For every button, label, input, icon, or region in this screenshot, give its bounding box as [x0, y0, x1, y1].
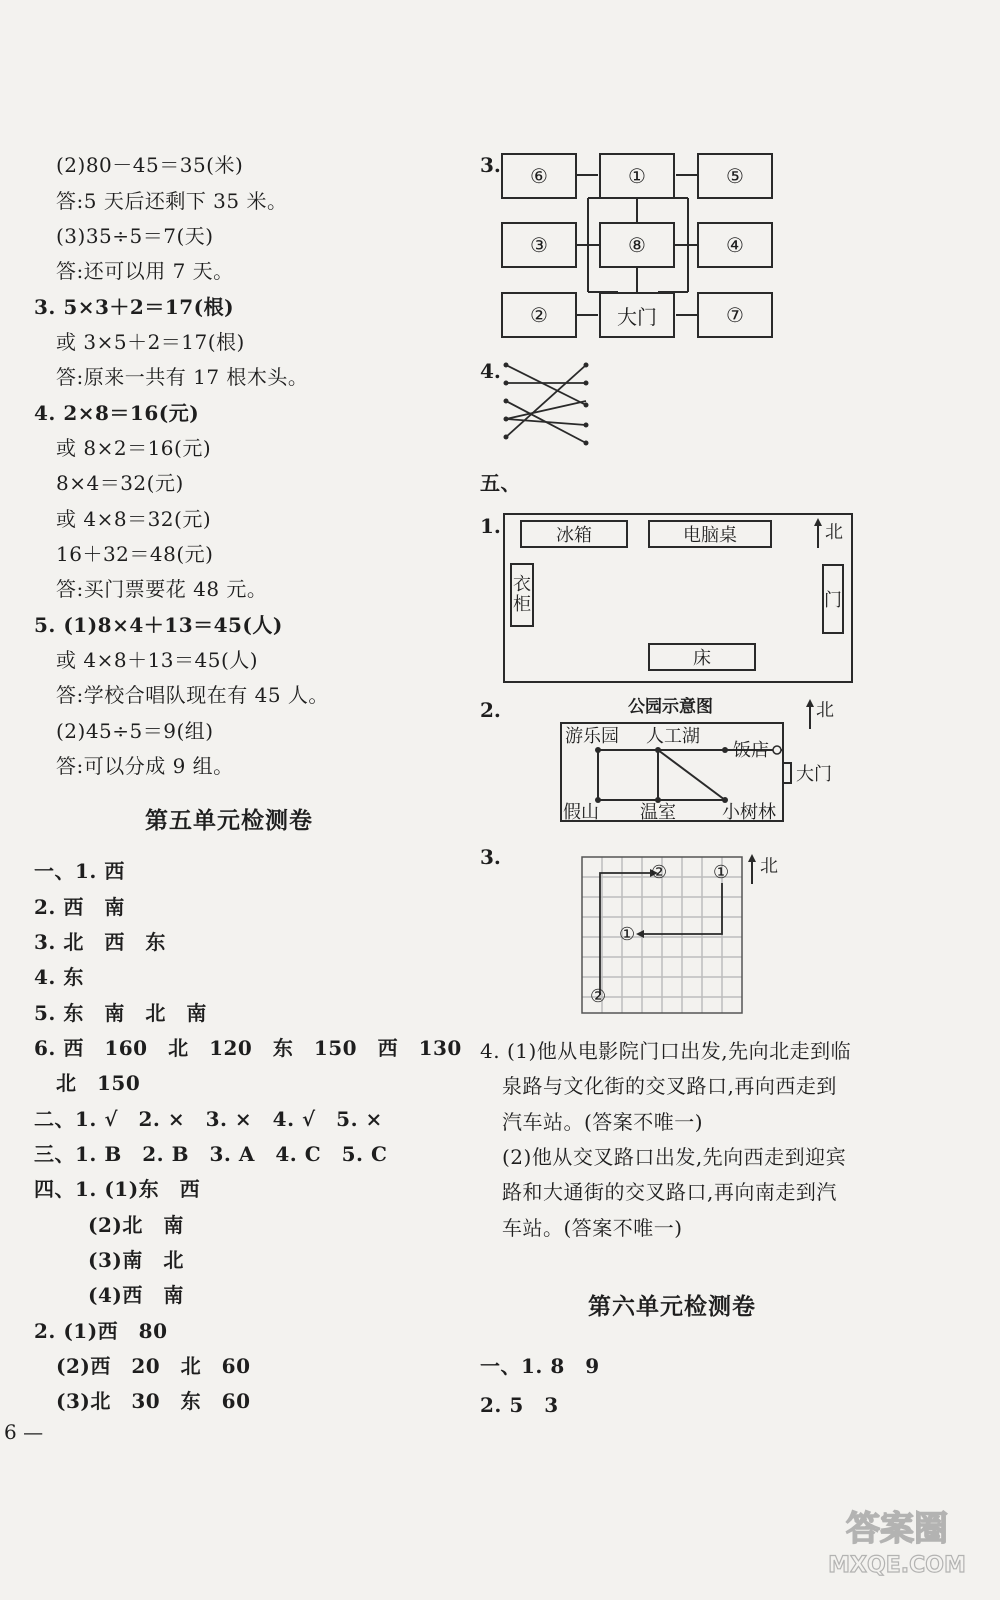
answer-line: 8×4＝32(元) — [56, 471, 184, 495]
unit5-title: 第五单元检测卷 — [145, 807, 313, 834]
answer-line: 4. 2×8＝16(元) — [34, 401, 200, 425]
answer-line: 5. 东 南 北 南 — [34, 1001, 207, 1025]
answer-line: 答:学校合唱队现在有 45 人。 — [56, 683, 329, 707]
north-arrow-icon — [812, 518, 824, 550]
answer-line: (4)西 南 — [88, 1283, 184, 1307]
answer-line: 3. 北 西 东 — [34, 930, 166, 954]
q4-matching-lines — [498, 355, 598, 455]
answer-line: (3)北 30 东 60 — [56, 1389, 251, 1413]
layout-box: ③ — [501, 222, 577, 268]
answer-line: 二、1. √ 2. × 3. × 4. √ 5. × — [34, 1107, 383, 1131]
answer-line: 16＋32＝48(元) — [56, 542, 214, 566]
answer-line: 北 150 — [56, 1071, 141, 1095]
question-number: 3. — [480, 153, 501, 177]
answer-line: 2. (1)西 80 — [34, 1319, 168, 1343]
answer-line: 一、1. 西 — [34, 859, 125, 883]
grid-marker: ① — [713, 862, 730, 883]
answer-line: 2. 西 南 — [34, 895, 125, 919]
answer-line: 四、1. (1)东 西 — [34, 1177, 201, 1201]
watermark-logo — [822, 1500, 972, 1580]
layout-box: ⑧ — [599, 222, 675, 268]
answer-line: 6. 西 160 北 120 东 150 西 130 — [34, 1036, 462, 1060]
answer-line: (3)35÷5＝7(天) — [56, 224, 214, 248]
answer-line: 汽车站。(答案不唯一) — [502, 1110, 704, 1134]
rockery-label: 假山 — [563, 802, 599, 823]
answer-line: (2)他从交叉路口出发,先向西走到迎宾 — [502, 1145, 847, 1169]
question-number: 2. — [480, 698, 501, 722]
layout-box: ① — [599, 153, 675, 199]
answer-line: (2)45÷5＝9(组) — [56, 719, 214, 743]
answer-line: 或 4×8＋13＝45(人) — [56, 648, 259, 672]
watermark-url: MXQE.COM — [828, 1553, 966, 1578]
artificial-lake-label: 人工湖 — [646, 726, 700, 747]
section-label: 五、 — [480, 471, 521, 495]
door-box: 门 — [822, 564, 844, 634]
answer-line: 答:原来一共有 17 根木头。 — [56, 365, 309, 389]
answer-line: 或 3×5＋2＝17(根) — [56, 330, 245, 354]
wardrobe-box: 衣柜 — [510, 563, 534, 627]
question-number: 4. — [480, 359, 501, 383]
answer-line: 或 4×8＝32(元) — [56, 507, 212, 531]
watermark-text: 答案圈 — [846, 1509, 948, 1549]
layout-box: ④ — [697, 222, 773, 268]
grid-marker: ① — [619, 924, 636, 945]
park-gate-label: 大门 — [796, 764, 832, 785]
bed-box: 床 — [648, 643, 756, 671]
answer-line: 一、1. 8 9 — [480, 1354, 600, 1378]
north-arrow-icon — [804, 699, 816, 731]
layout-box: ② — [501, 292, 577, 338]
gate-bracket — [784, 762, 792, 784]
greenhouse-label: 温室 — [640, 802, 676, 823]
park-map-title: 公园示意图 — [628, 697, 713, 717]
answer-line: (2)北 南 — [88, 1213, 184, 1237]
answer-line: 3. 5×3＋2＝17(根) — [34, 295, 235, 319]
north-label: 北 — [825, 522, 843, 543]
answer-line: (2)80－45＝35(米) — [56, 153, 244, 177]
amusement-park-label: 游乐园 — [565, 726, 619, 747]
answer-line: 4. 东 — [34, 965, 84, 989]
unit6-title: 第六单元检测卷 — [588, 1293, 756, 1320]
grove-label: 小树林 — [722, 802, 776, 823]
answer-line: 路和大通街的交叉路口,再向南走到汽 — [502, 1180, 837, 1204]
north-label: 北 — [816, 700, 834, 721]
north-label: 北 — [760, 856, 778, 877]
answer-line: 答:可以分成 9 组。 — [56, 754, 234, 778]
fridge-box: 冰箱 — [520, 520, 628, 548]
grid-marker: ② — [590, 986, 607, 1007]
answer-line: 三、1. B 2. B 3. A 4. C 5. C — [34, 1142, 388, 1166]
layout-box: ⑤ — [697, 153, 773, 199]
answer-line: 5. (1)8×4＋13＝45(人) — [34, 613, 283, 637]
question-number: 3. — [480, 845, 501, 869]
answer-line: 答:还可以用 7 天。 — [56, 259, 234, 283]
grid-marker: ② — [651, 862, 668, 883]
page-number: 6 — — [4, 1420, 44, 1444]
answer-line: (3)南 北 — [88, 1248, 184, 1272]
answer-line: 或 8×2＝16(元) — [56, 436, 212, 460]
north-arrow-icon — [746, 854, 758, 886]
answer-line: 答:5 天后还剩下 35 米。 — [56, 189, 288, 213]
answer-line: 答:买门票要花 48 元。 — [56, 577, 268, 601]
computer-desk-box: 电脑桌 — [648, 520, 772, 548]
answer-line: 4. (1)他从电影院门口出发,先向北走到临 — [480, 1039, 852, 1063]
layout-box: ⑦ — [697, 292, 773, 338]
question-number: 1. — [480, 514, 501, 538]
answer-line: 2. 5 3 — [480, 1393, 559, 1417]
layout-box: 大门 — [599, 292, 675, 338]
layout-box: ⑥ — [501, 153, 577, 199]
answer-line: 车站。(答案不唯一) — [502, 1216, 683, 1240]
answer-line: 泉路与文化街的交叉路口,再向西走到 — [502, 1074, 837, 1098]
answer-line: (2)西 20 北 60 — [56, 1354, 251, 1378]
restaurant-label: 饭店 — [733, 740, 769, 761]
